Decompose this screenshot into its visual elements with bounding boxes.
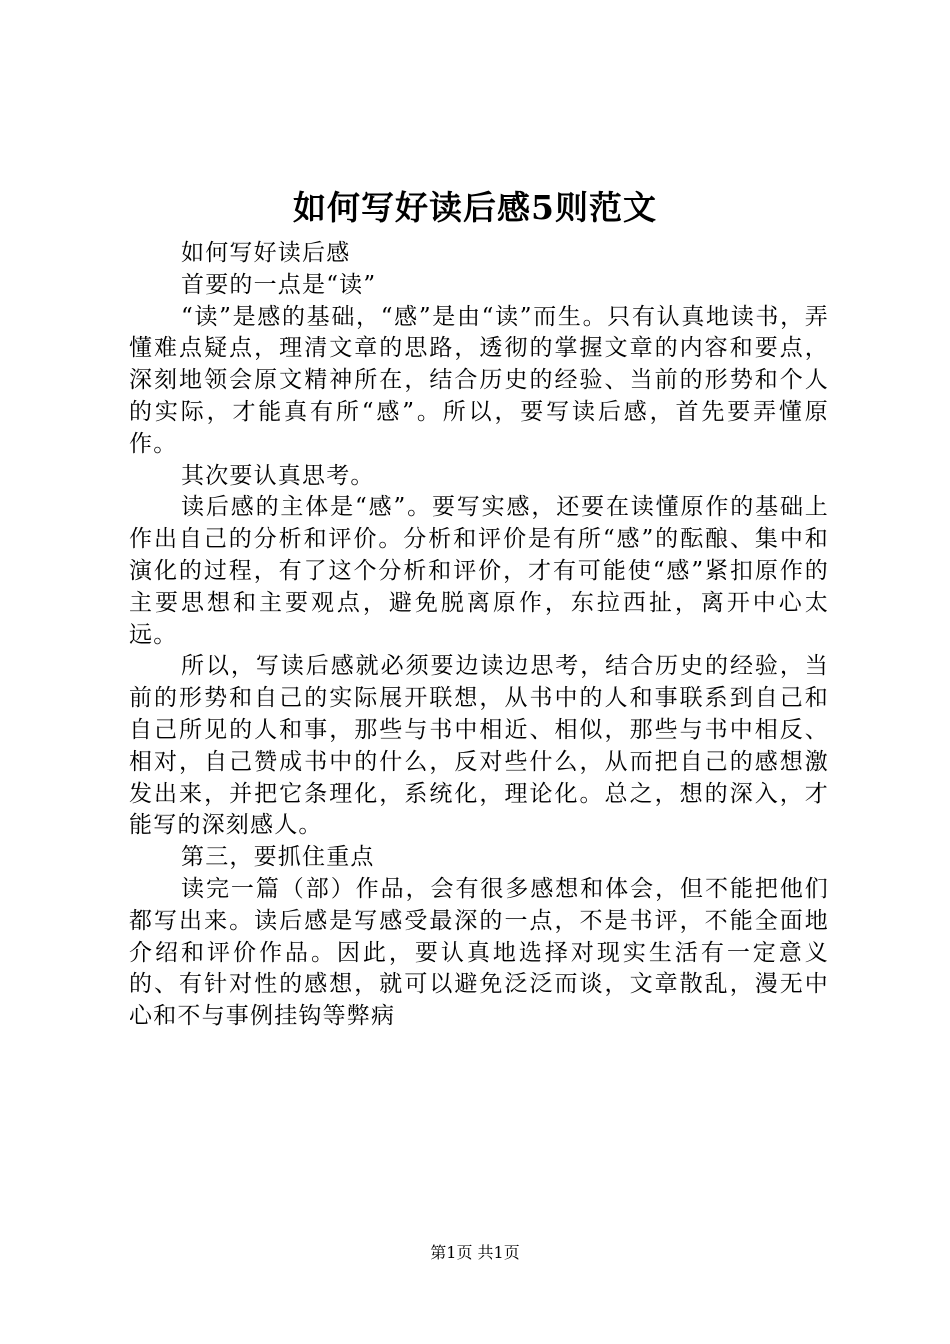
page-footer: 第1页 共1页 [430,1243,520,1262]
paragraph-think-body: 读后感的主体是“感”。要写实感，还要在读懂原作的基础上作出自己的分析和评价。分析和评价是有所“感”的酝酿、集中和演化的过程，有了这个分析和评价，才有可能使“感”紧扣原作的主要思想和主要观点，避免脱离原作，东拉西扯，离开中心太远。 [129,494,829,648]
paragraph-heading-think: 其次要认真思考。 [181,462,375,489]
paragraph-focus-body: 读完一篇（部）作品，会有很多感想和体会，但不能把他们都写出来。读后感是写感受最深的一点，不是书评，不能全面地介绍和评价作品。因此，要认真地选择对现实生活有一定意义的、有针对性的感想，就可以避免泛泛而谈，文章散乱，漫无中心和不与事例挂钩等弊病 [129,875,829,1030]
paragraph-heading-read: 首要的一点是“读” [181,271,377,298]
paragraph-think-body-2: 所以，写读后感就必须要边读边思考，结合历史的经验，当前的形势和自己的实际展开联想，从书中的人和事联系到自己和自己所见的人和事，那些与书中相近、相似，那些与书中相反、相对，自己赞成书中的什么，反对些什么，从而把自己的感想激发出来，并把它条理化，系统化，理论化。总之，想的深入，才能写的深刻感人。 [129,653,829,839]
document-title: 如何写好读后感5则范文 [293,188,657,227]
paragraph-read-body: “读”是感的基础，“感”是由“读”而生。只有认真地读书，弄懂难点疑点，理清文章的思路，透彻的掌握文章的内容和要点，深刻地领会原文精神所在，结合历史的经验、当前的形势和个人的实际，才能真有所“感”。所以，要写读后感，首先要弄懂原作。 [129,303,829,457]
paragraph-subtitle: 如何写好读后感 [181,240,351,266]
document-body [129,238,829,1033]
paragraph-heading-focus: 第三，要抓住重点 [181,844,375,871]
